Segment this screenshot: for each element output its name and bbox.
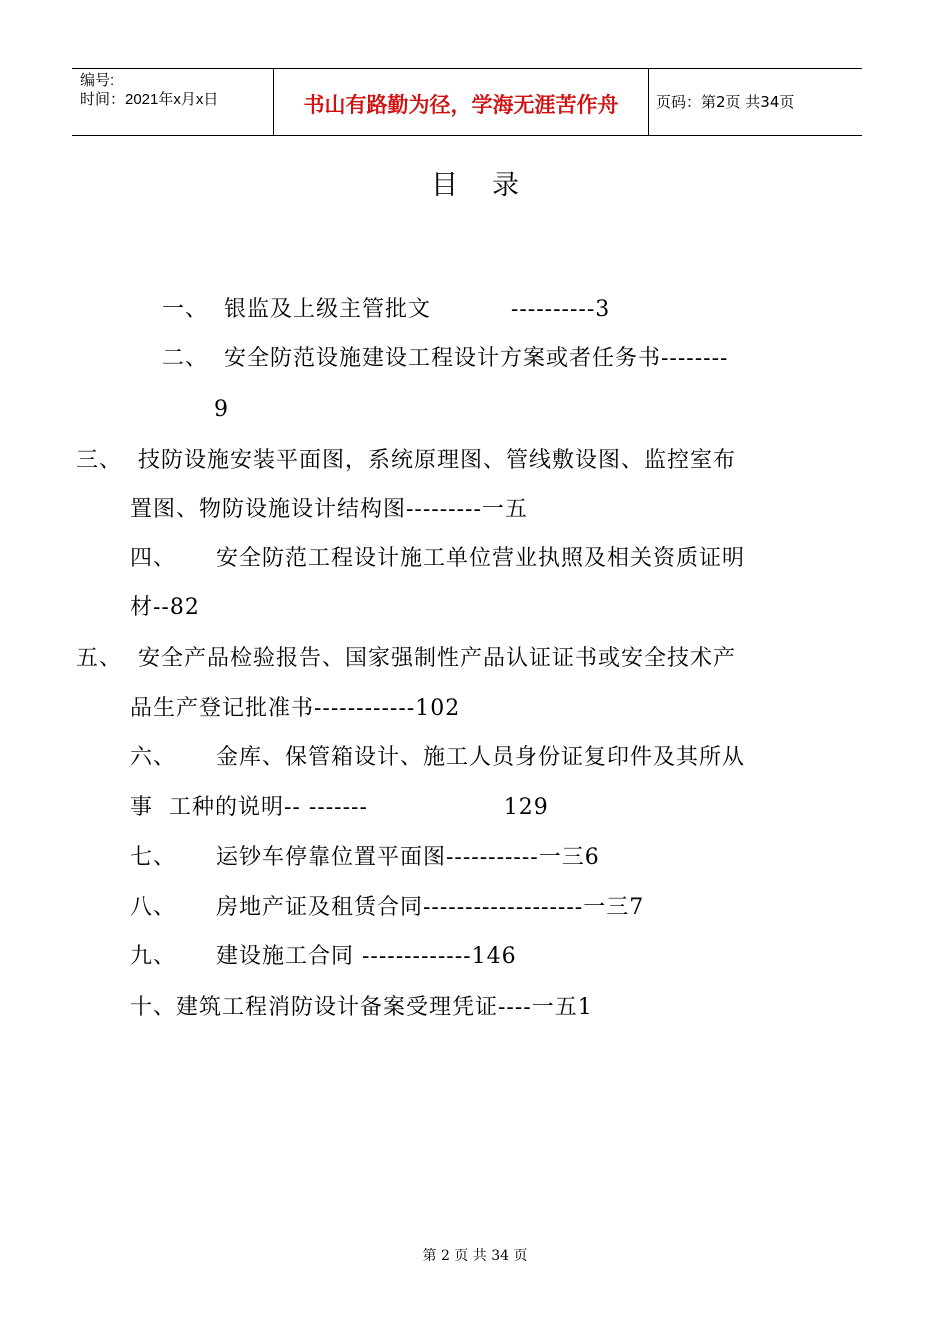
toc-entry-continuation: 材--82 xyxy=(130,595,200,620)
page-footer: 第 2 页 共 34 页 xyxy=(422,1248,528,1264)
toc-entry: 三、 技防设施安装平面图，系统原理图、管线敷设图、监控室布 xyxy=(76,448,736,473)
toc-entry: 八、 房地产证及租赁合同-------------------一三7 xyxy=(130,895,645,920)
document-time: 时间：2021年x月x日 xyxy=(80,91,219,108)
document-number: 编号: xyxy=(80,72,115,89)
header-divider xyxy=(648,68,649,135)
toc-entry-continuation: 事 工种的说明-- ------- 129 xyxy=(130,795,549,820)
toc-entry-continuation: 9 xyxy=(214,397,229,422)
toc-entry: 六、 金库、保管箱设计、施工人员身份证复印件及其所从 xyxy=(130,745,745,770)
header-motto: 书山有路勤为径，学海无涯苦作舟 xyxy=(303,93,619,117)
toc-entry: 十、建筑工程消防设计备案受理凭证----一五1 xyxy=(130,995,593,1020)
toc-entry: 七、 运钞车停靠位置平面图-----------一三6 xyxy=(130,845,600,870)
toc-entry: 九、 建设施工合同 -------------146 xyxy=(130,944,517,969)
header-page-info: 页码：第2页 共34页 xyxy=(656,93,795,111)
toc-entry-continuation: 置图、物防设施设计结构图---------一五 xyxy=(130,497,528,522)
header-top-rule xyxy=(72,68,862,69)
toc-entry: 一、 银监及上级主管批文 ----------3 xyxy=(162,297,611,322)
header-bottom-rule xyxy=(72,135,862,136)
toc-entry-continuation: 品生产登记批准书------------102 xyxy=(130,696,461,721)
page-title: 目录 xyxy=(431,170,553,201)
toc-entry: 四、 安全防范工程设计施工单位营业执照及相关资质证明 xyxy=(130,546,745,571)
toc-entry: 五、 安全产品检验报告、国家强制性产品认证证书或安全技术产 xyxy=(76,646,736,671)
toc-entry: 二、 安全防范设施建设工程设计方案或者任务书-------- xyxy=(162,346,729,371)
